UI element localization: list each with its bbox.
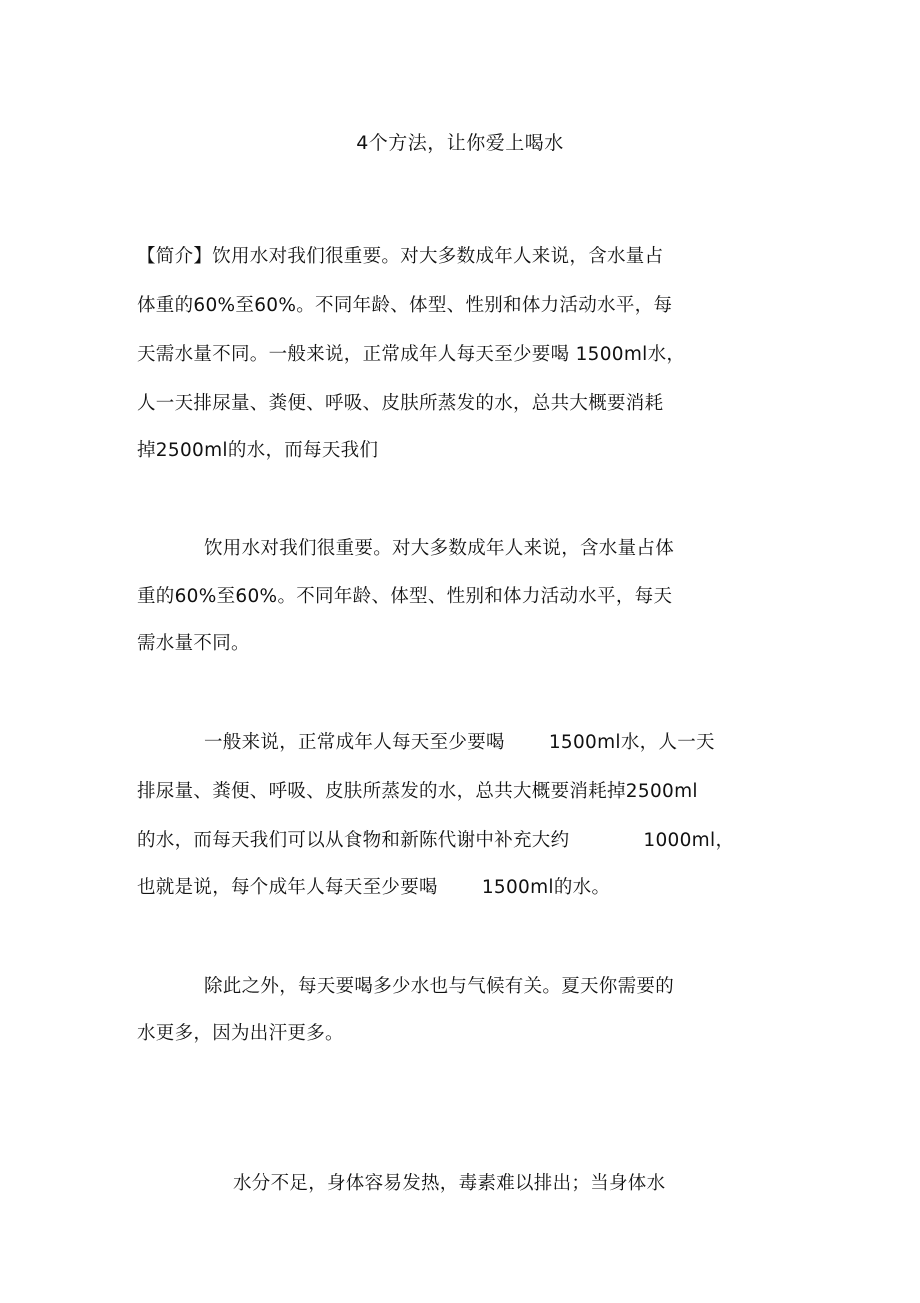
intro-line: 体重的60%至60%。不同年龄、体型、性别和体力活动水平，每 bbox=[137, 295, 673, 316]
paragraph-line bbox=[137, 826, 734, 852]
intro-line: 天需水量不同。一般来说，正常成年人每天至少要喝 1500ml水， bbox=[137, 344, 686, 365]
paragraph-line bbox=[137, 873, 610, 899]
intro-line: 掉2500ml的水，而每天我们 bbox=[137, 440, 379, 461]
paragraph-line bbox=[204, 728, 715, 754]
document-title: 4个方法，让你爱上喝水 bbox=[356, 132, 564, 154]
paragraph-text: 1500ml的水。 bbox=[481, 877, 611, 898]
paragraph-text: 1000ml， bbox=[643, 830, 735, 851]
paragraph-line: 重的60%至60%。不同年龄、体型、性别和体力活动水平，每天 bbox=[137, 586, 673, 607]
intro-line: 人一天排尿量、粪便、呼吸、皮肤所蒸发的水，总共大概要消耗 bbox=[137, 393, 664, 414]
paragraph-line: 饮用水对我们很重要。对大多数成年人来说，含水量占体 bbox=[204, 538, 675, 559]
paragraph-text: 一般来说，正常成年人每天至少要喝 bbox=[204, 732, 505, 753]
paragraph-line: 水更多，因为出汗更多。 bbox=[137, 1023, 344, 1044]
paragraph-line: 水分不足，身体容易发热，毒素难以排出；当身体水 bbox=[233, 1173, 666, 1194]
paragraph-text: 的水，而每天我们可以从食物和新陈代谢中补充大约 bbox=[137, 830, 570, 851]
intro-line: 【简介】饮用水对我们很重要。对大多数成年人来说，含水量占 bbox=[137, 246, 664, 267]
paragraph-line: 需水量不同。 bbox=[137, 633, 250, 654]
paragraph-text: 1500ml水，人一天 bbox=[548, 732, 715, 753]
paragraph-text: 也就是说，每个成年人每天至少要喝 bbox=[137, 877, 438, 898]
paragraph-line: 排尿量、粪便、呼吸、皮肤所蒸发的水，总共大概要消耗掉2500ml bbox=[137, 781, 698, 802]
paragraph-line: 除此之外，每天要喝多少水也与气候有关。夏天你需要的 bbox=[204, 976, 675, 997]
